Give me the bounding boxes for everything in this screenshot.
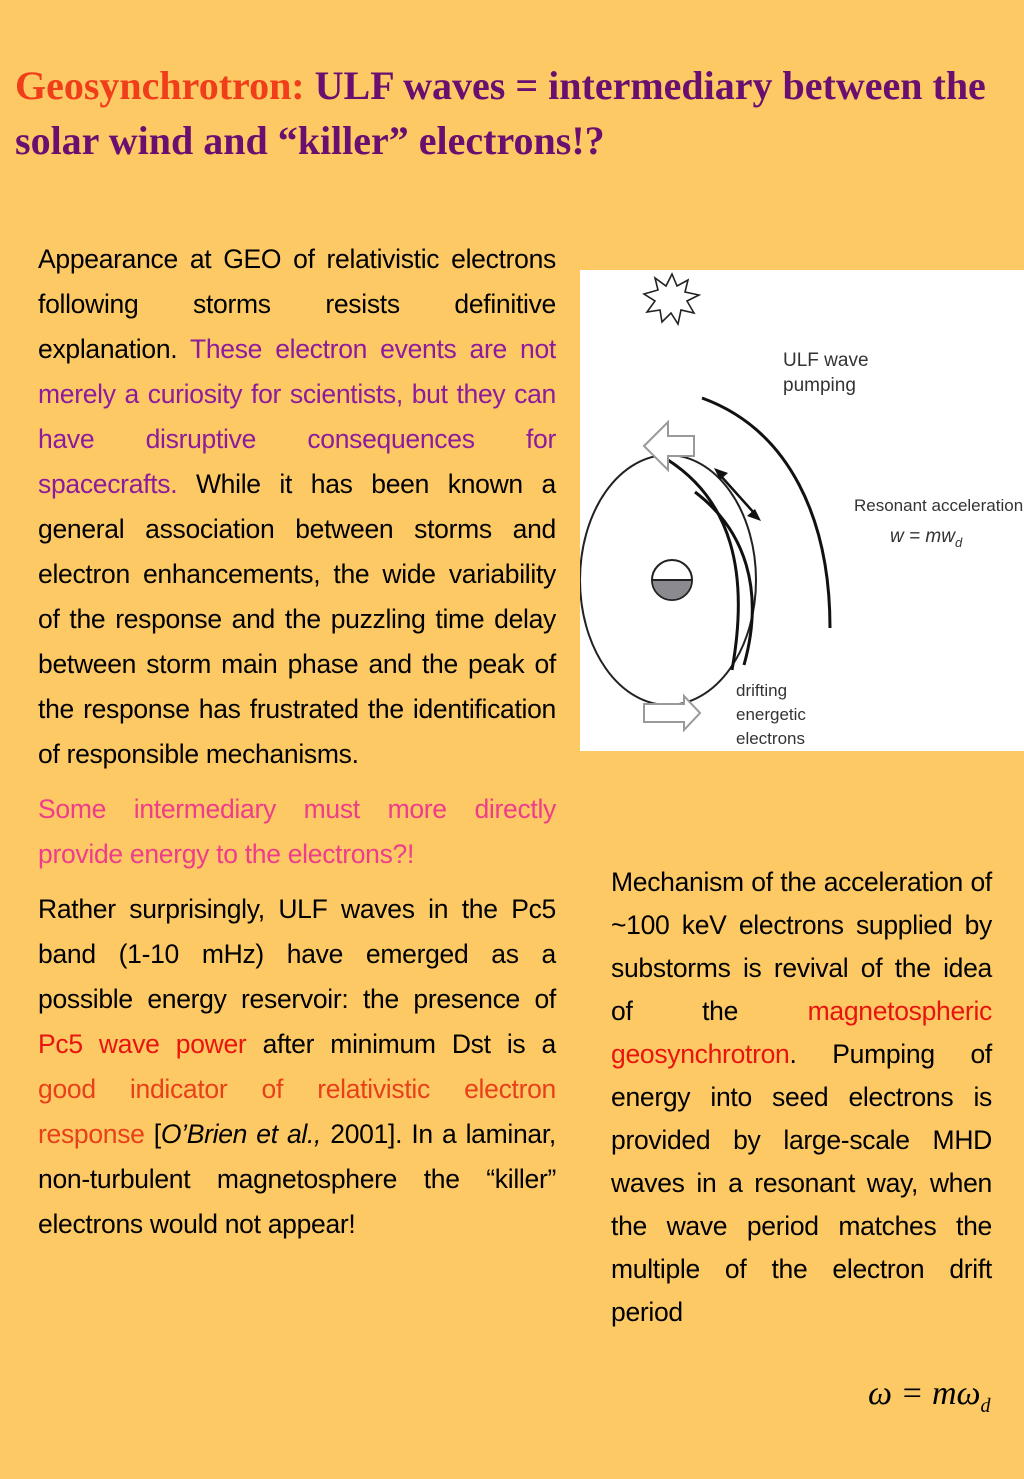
geosynchrotron-figure (580, 270, 1024, 751)
sun-icon (644, 274, 699, 324)
resonance-formula: $\omega = m\omega_d$ (868, 1375, 991, 1417)
earth-night-side (652, 580, 692, 600)
p3-text-a: Rather surprisingly, ULF waves in the Pc5 band (1-10 mHz) have emerged as a possible energy reservoir: the presence of (38, 894, 556, 1014)
label-drifting-electrons: drifting energetic electrons (736, 681, 806, 748)
paragraph-intermediary: Some intermediary must more directly provide energy to the electrons?! (38, 794, 556, 869)
p3-text-c: after minimum Dst is a (246, 1029, 556, 1059)
p3-text-g: 2001]. In a laminar, non-turbulent magnetosphere the “killer” electrons would not appear! (38, 1119, 556, 1239)
p3-good-indicator: good indicator of relativistic electron response (38, 1074, 556, 1149)
p3-pc5-power: Pc5 wave power (38, 1029, 247, 1059)
title-rest: ULF waves = intermediary between the solar wind and “killer” electrons!? (15, 63, 986, 163)
field-line-3 (702, 398, 830, 628)
label-resonant-acceleration: Resonant acceleration (854, 496, 1024, 515)
sunward-arrow (644, 422, 694, 470)
paragraph-appearance (38, 237, 556, 777)
p3-citation-authors: O’Brien et al., (160, 1119, 322, 1149)
label-resonant-equation: $w = mw_d$ (890, 526, 963, 550)
p1-text-highlight: These electron events are not merely a curiosity for scientists, but they can have disruptive consequences for spacecrafts. (38, 334, 556, 499)
mechanism-geosynchrotron: magnetospheric geosynchrotron (611, 996, 992, 1069)
paragraph-ulf-waves (38, 887, 556, 1247)
p3-text-e: [ (144, 1119, 161, 1149)
label-ulf-wave: ULF wave pumping (783, 350, 869, 396)
resonance-arrow (720, 475, 755, 514)
title-geosynchrotron: Geosynchrotron: (15, 63, 305, 108)
p1-text-c: While it has been known a general association between storms and electron enhancements, the wide variability of the response and the puzzling time delay between storm main phase and the peak of the response has frustrated the identification of responsible mechanisms. (38, 469, 556, 769)
page-title (15, 58, 1005, 168)
paragraph-mechanism (611, 861, 992, 1334)
mechanism-text-a: Mechanism of the acceleration of ~100 keV electrons supplied by substorms is revival of the idea of the (611, 867, 992, 1026)
left-column (38, 237, 556, 1247)
right-column (611, 861, 992, 1334)
p1-text-a: Appearance at GEO of relativistic electrons following storms resists definitive explanation. (38, 244, 556, 364)
mechanism-text-c: . Pumping of energy into seed electrons is provided by large-scale MHD waves in a resonant way, when the wave period matches the multiple of the electron drift period (611, 1039, 992, 1327)
